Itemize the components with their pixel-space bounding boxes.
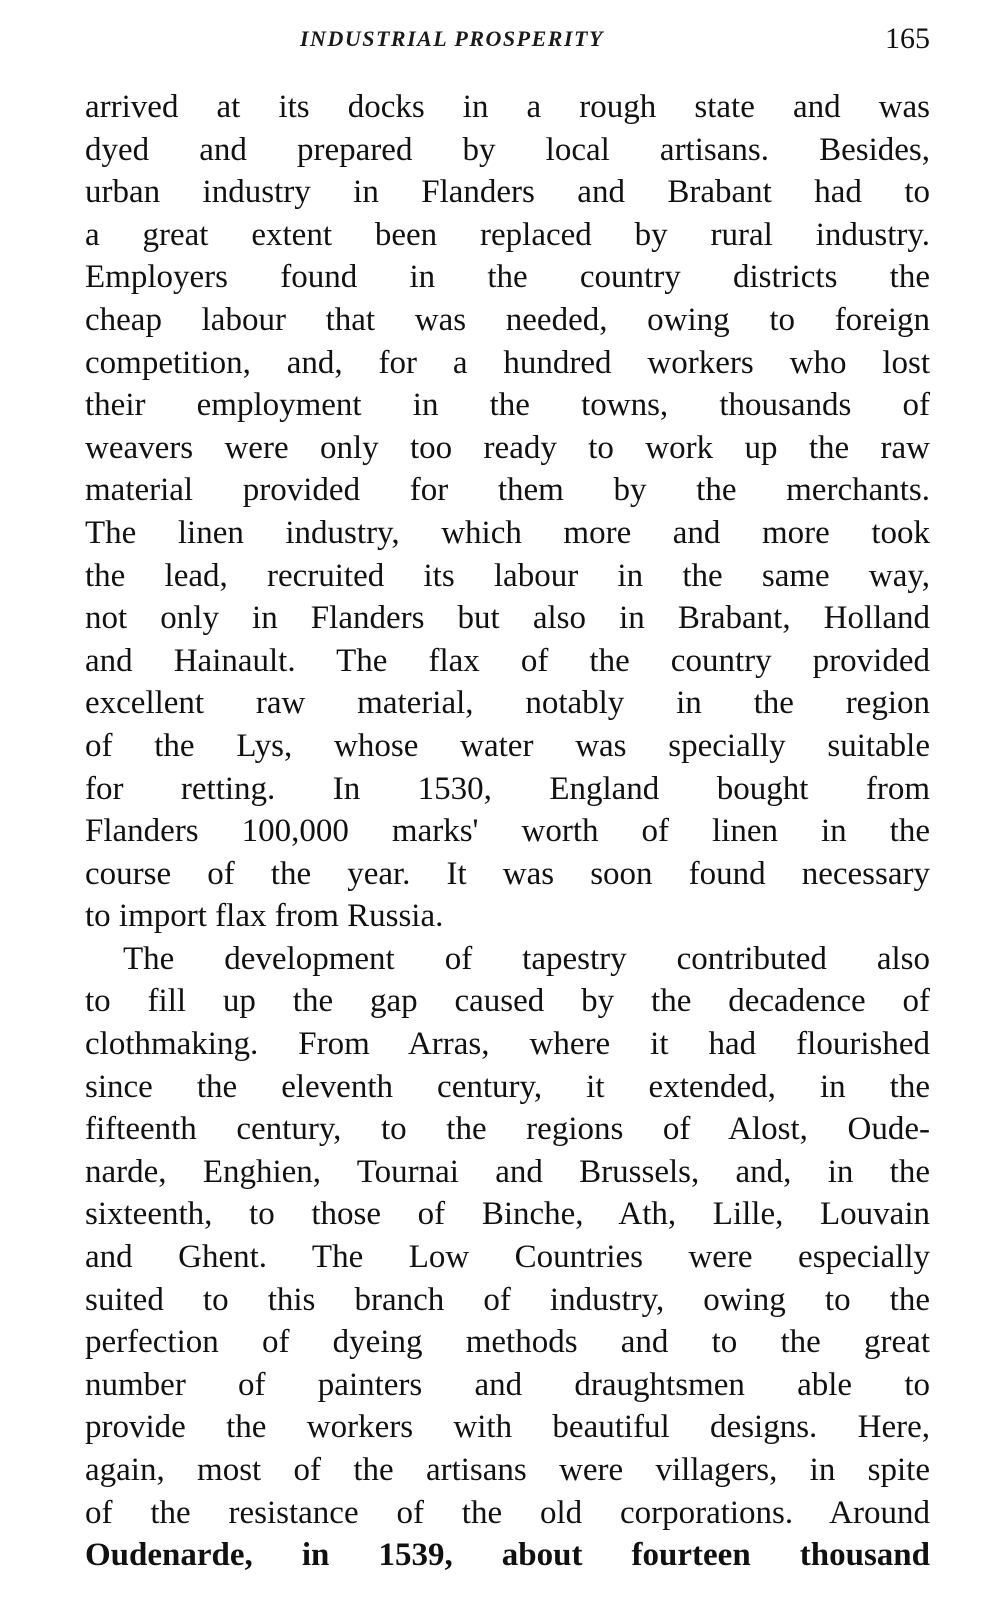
page-header [85,22,930,62]
text-line: provide the workers with beautiful designs. Here, [85,1409,930,1446]
text-line: of the Lys, whose water was specially suitable [85,727,930,764]
text-line: number of painters and draughtsmen able to [85,1366,930,1403]
text-line: and Hainault. The flax of the country provided [85,642,930,679]
text-line: dyed and prepared by local artisans. Besides, [85,131,930,168]
text-line: excellent raw material, notably in the region [85,685,930,722]
text-line: and Ghent. The Low Countries were especially [85,1239,930,1276]
text-line: a great extent been replaced by rural industry. [85,216,930,253]
text-line: course of the year. It was soon found necessary [85,855,930,892]
text-line: since the eleventh century, it extended, in the [85,1068,930,1105]
text-line: The linen industry, which more and more took [85,514,930,551]
text-line: the lead, recruited its labour in the same way, [85,557,930,594]
text-line: their employment in the towns, thousands of [85,387,930,424]
text-line: sixteenth, to those of Binche, Ath, Lille, Louvain [85,1196,930,1233]
text-line: clothmaking. From Arras, where it had flourished [85,1026,930,1063]
text-line: to fill up the gap caused by the decadence of [85,983,930,1020]
text-line: not only in Flanders but also in Brabant, Holland [85,600,930,637]
paragraph-start-line: The development of tapestry contributed also [123,940,930,977]
text-line: Oudenarde, in 1539, about fourteen thousand [85,1537,930,1574]
text-line: of the resistance of the old corporations. Around [85,1494,930,1531]
text-line: urban industry in Flanders and Brabant had to [85,174,930,211]
text-line: cheap labour that was needed, owing to foreign [85,301,930,338]
text-line: Flanders 100,000 marks' worth of linen in the [85,813,930,850]
text-line: perfection of dyeing methods and to the great [85,1324,930,1361]
paragraph-end-line: to import flax from Russia. [85,898,444,935]
text-line: Employers found in the country districts the [85,259,930,296]
text-line: material provided for them by the merchants. [85,472,930,509]
running-head: INDUSTRIAL PROSPERITY [300,26,604,51]
text-line: suited to this branch of industry, owing to the [85,1281,930,1318]
text-line: again, most of the artisans were villagers, in spite [85,1452,930,1488]
text-line: weavers were only too ready to work up the raw [85,429,930,466]
text-line: fifteenth century, to the regions of Alost, Oude- [85,1111,930,1148]
text-line: arrived at its docks in a rough state and was [85,89,930,125]
text-line: competition, and, for a hundred workers who lost [85,344,930,381]
page-number: 165 [885,22,930,55]
text-line: narde, Enghien, Tournai and Brussels, and, in the [85,1153,930,1190]
body-text [85,86,930,1577]
text-line: for retting. In 1530, England bought from [85,770,930,807]
